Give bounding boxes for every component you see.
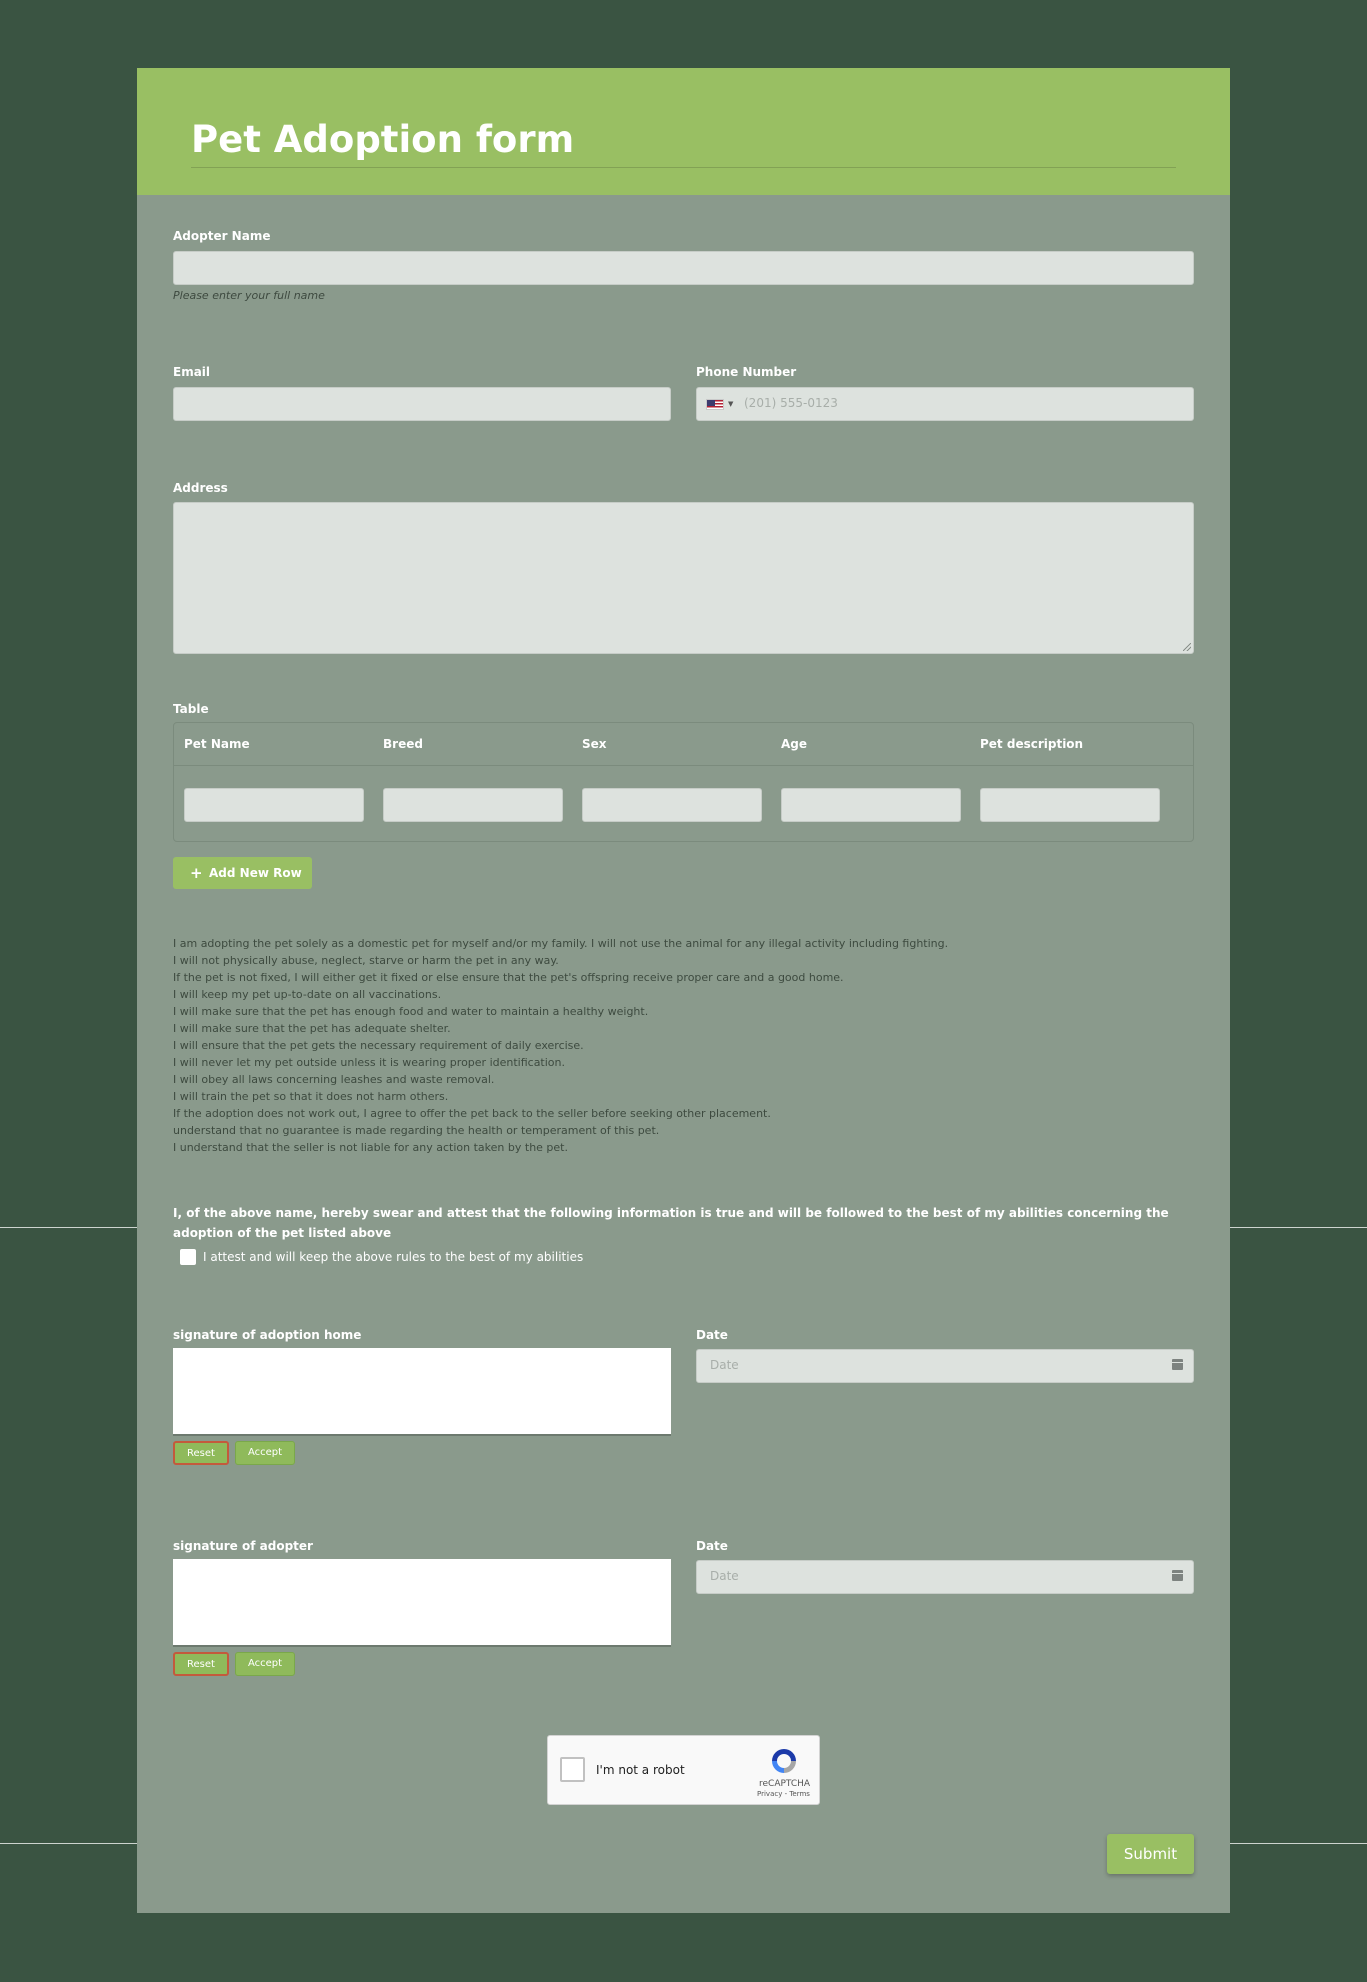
signature-adopter-reset-button[interactable]: Reset xyxy=(173,1652,229,1676)
column-header-sex: Sex xyxy=(582,737,607,751)
email-label: Email xyxy=(173,365,211,379)
attest-checkbox[interactable] xyxy=(180,1249,196,1265)
term-line: I understand that the seller is not liable for any action taken by the pet. xyxy=(173,1141,568,1154)
address-label: Address xyxy=(173,481,228,495)
us-flag-icon[interactable] xyxy=(706,399,724,410)
column-header-age: Age xyxy=(781,737,808,751)
recaptcha-privacy-terms-link[interactable]: Privacy - Terms xyxy=(757,1790,810,1798)
plus-icon: + xyxy=(190,864,203,882)
term-line: I am adopting the pet solely as a domestic pet for myself and/or my family. I will not use the animal for any illegal activity including fighting. xyxy=(173,937,949,950)
cell-sex-input[interactable] xyxy=(582,788,762,822)
column-header-pet-description: Pet description xyxy=(980,737,1084,751)
address-textarea[interactable] xyxy=(173,502,1194,654)
adoption-terms xyxy=(173,935,1194,1156)
recaptcha-widget xyxy=(547,1735,820,1805)
column-header-pet-name: Pet Name xyxy=(184,737,250,751)
term-line: I will keep my pet up-to-date on all vaccinations. xyxy=(173,988,442,1001)
recaptcha-checkbox[interactable] xyxy=(560,1757,585,1782)
term-line: I will make sure that the pet has adequate shelter. xyxy=(173,1022,451,1035)
cell-breed-input[interactable] xyxy=(383,788,563,822)
recaptcha-logo-icon xyxy=(769,1746,799,1776)
add-new-row-button[interactable] xyxy=(173,857,312,889)
table-header-divider xyxy=(174,765,1193,766)
form-title: Pet Adoption form xyxy=(191,118,575,161)
column-header-breed: Breed xyxy=(383,737,423,751)
term-line: I will not physically abuse, neglect, starve or harm the pet in any way. xyxy=(173,954,559,967)
cell-pet-name-input[interactable] xyxy=(184,788,364,822)
signature-home-accept-button[interactable]: Accept xyxy=(235,1441,295,1465)
cell-pet-description-input[interactable] xyxy=(980,788,1160,822)
resize-handle-icon[interactable] xyxy=(1183,643,1191,651)
recaptcha-label: I'm not a robot xyxy=(596,1763,685,1777)
table-label: Table xyxy=(173,702,209,716)
phone-input[interactable] xyxy=(696,387,1194,421)
oath-statement: I, of the above name, hereby swear and attest that the following information is true and will be followed to the best of my abilities concerning the adoption of the pet listed above xyxy=(173,1206,1169,1240)
date-home-placeholder: Date xyxy=(710,1358,739,1372)
term-line: If the pet is not fixed, I will either get it fixed or else ensure that the pet's offspring receive proper care and a good home. xyxy=(173,971,844,984)
adopter-name-input[interactable] xyxy=(173,251,1194,285)
title-divider xyxy=(191,167,1176,168)
date-adopter-input[interactable] xyxy=(696,1560,1194,1594)
term-line: understand that no guarantee is made regarding the health or temperament of this pet. xyxy=(173,1124,660,1137)
phone-label: Phone Number xyxy=(696,365,797,379)
attest-checkbox-label[interactable]: I attest and will keep the above rules to the best of my abilities xyxy=(203,1250,584,1264)
submit-button[interactable]: Submit xyxy=(1107,1834,1194,1874)
recaptcha-brand: reCAPTCHA xyxy=(759,1779,811,1789)
term-line: I will ensure that the pet gets the necessary requirement of daily exercise. xyxy=(173,1039,584,1052)
email-input[interactable] xyxy=(173,387,671,421)
term-line: I will obey all laws concerning leashes and waste removal. xyxy=(173,1073,495,1086)
add-new-row-label: Add New Row xyxy=(209,866,302,880)
date-adopter-placeholder: Date xyxy=(710,1569,739,1583)
term-line: I will train the pet so that it does not harm others. xyxy=(173,1090,449,1103)
term-line: I will never let my pet outside unless it is wearing proper identification. xyxy=(173,1056,566,1069)
signature-home-reset-button[interactable]: Reset xyxy=(173,1441,229,1465)
signature-adopter-accept-button[interactable]: Accept xyxy=(235,1652,295,1676)
signature-home-pad[interactable] xyxy=(173,1348,671,1436)
signature-adopter-pad[interactable] xyxy=(173,1559,671,1647)
signature-adopter-label: signature of adopter xyxy=(173,1539,313,1553)
pet-adoption-form xyxy=(137,68,1230,1913)
term-line: If the adoption does not work out, I agree to offer the pet back to the seller before seeking other placement. xyxy=(173,1107,771,1120)
signature-home-label: signature of adoption home xyxy=(173,1328,362,1342)
term-line: I will make sure that the pet has enough food and water to maintain a healthy weight. xyxy=(173,1005,649,1018)
phone-placeholder: (201) 555-0123 xyxy=(744,396,838,410)
chevron-down-icon[interactable]: ▼ xyxy=(728,400,734,408)
date-home-label: Date xyxy=(696,1328,728,1342)
form-header xyxy=(137,68,1230,195)
date-adopter-label: Date xyxy=(696,1539,728,1553)
pet-table xyxy=(173,722,1194,842)
adopter-name-label: Adopter Name xyxy=(173,229,271,243)
calendar-icon[interactable] xyxy=(1172,1570,1183,1581)
date-home-input[interactable] xyxy=(696,1349,1194,1383)
cell-age-input[interactable] xyxy=(781,788,961,822)
calendar-icon[interactable] xyxy=(1172,1359,1183,1370)
adopter-name-sublabel: Please enter your full name xyxy=(173,289,325,302)
